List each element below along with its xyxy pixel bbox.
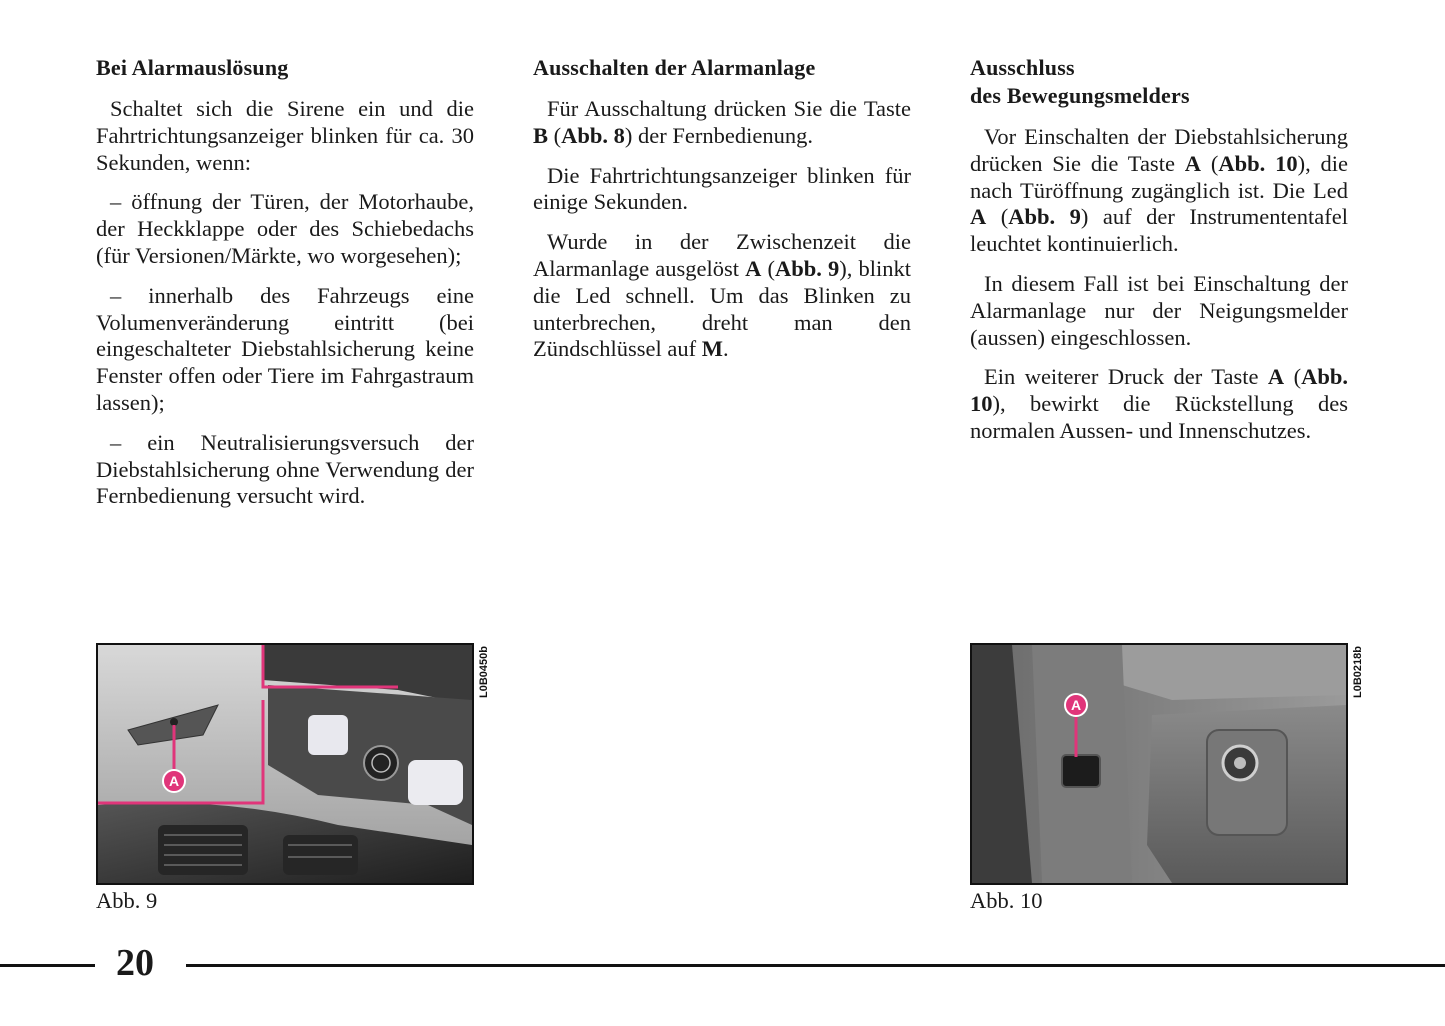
column-switch-off (533, 54, 911, 376)
figure-caption-1: Abb. 9 (96, 888, 158, 913)
paragraph-switch-off-key: Für Ausschaltung drücken Sie die Taste B (Abb. 8) der Fernbedienung. (533, 96, 911, 148)
heading-motion-sensor: Ausschluss des Bewegungsmelders (970, 55, 1190, 108)
figure-caption-2: Abb. 10 (970, 888, 1043, 913)
paragraph-led-blink: Wurde in der Zwischenzeit die Alarmanlage ausgelöst A (Abb. 9), blinkt die Led schnell. Um das Blinken zu unterbrechen, dreht man den Zündschlüssel auf M. (533, 229, 912, 362)
paragraph-button-a: Vor Einschalten der Diebstahlsicherung drücken Sie die Taste A (Abb. 10), die nach Türöffnung zugänglich ist. Die Led A (Abb. 9) auf der Instrumententafel leuchtet kontinuierlich. (970, 124, 1349, 257)
footer-rule-right (186, 964, 1445, 967)
paragraph-tilt-sensor: In diesem Fall ist bei Einschaltung der Alarmanlage nur der Neigungsmelder (aussen) eingeschlossen. (970, 270, 1348, 350)
list-item-volume: – innerhalb des Fahrzeugs eine Volumenveränderung eintritt (bei eingeschalteter Diebstahlsicherung keine Fenster offen oder Tiere im Fahrgastraum lassen); (96, 282, 474, 415)
list-item-neutralisation: – ein Neutralisierungsversuch der Diebstahlsicherung ohne Verwendung der Fernbedienung versucht wird. (96, 429, 474, 509)
paragraph-reset: Ein weiterer Druck der Taste A (Abb. 10), bewirkt die Rückstellung des normalen Aussen- und Innenschutzes. (970, 364, 1348, 443)
figure-code-2: L0B0218b (1352, 646, 1364, 698)
page-number: 20 (116, 942, 154, 984)
figure-dashboard-led (96, 643, 474, 885)
heading-switch-off: Ausschalten der Alarmanlage (533, 55, 816, 80)
callout-a-label: A (168, 773, 180, 789)
column-alarm-trigger (96, 54, 474, 523)
figure-door-button (970, 643, 1348, 885)
column-motion-sensor (970, 54, 1348, 458)
paragraph-intro: Schaltet sich die Sirene ein und die Fahrtrichtungsanzeiger blinken für ca. 30 Sekunden, wenn: (96, 96, 474, 175)
paragraph-indicators: Die Fahrtrichtungsanzeiger blinken für einige Sekunden. (533, 162, 911, 215)
list-item-doors: – öffnung der Türen, der Motorhaube, der Heckklappe oder des Schiebedachs (für Versionen/Märkte, wo worgesehen); (96, 189, 474, 268)
figure-code-1: L0B0450b (478, 646, 490, 698)
heading-alarm-trigger: Bei Alarmauslösung (96, 55, 289, 80)
dashboard-illustration (98, 645, 472, 883)
footer-rule-left (0, 964, 95, 967)
door-button-illustration (972, 645, 1346, 883)
callout-a-label: A (1070, 697, 1082, 713)
